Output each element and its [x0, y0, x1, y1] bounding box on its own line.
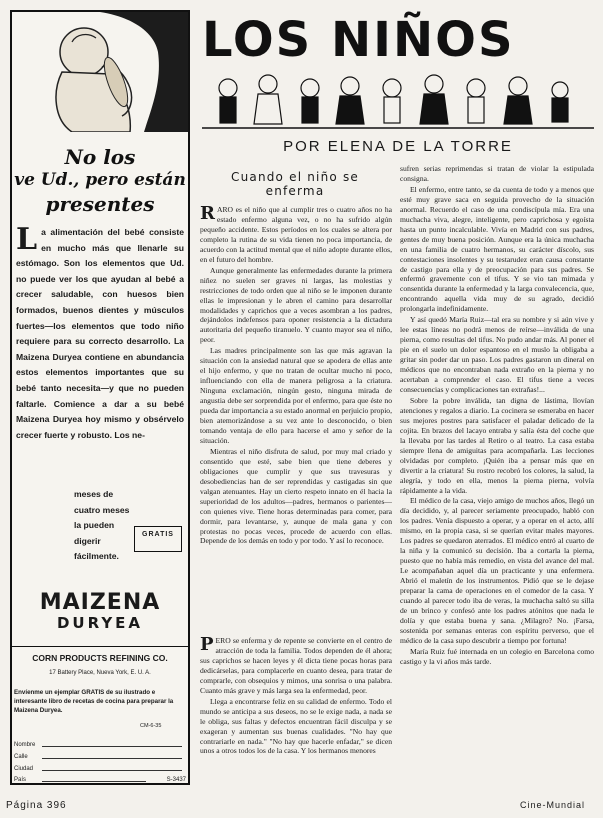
article-paragraph [200, 636, 392, 696]
company-name: CORN PRODUCTS REFINING CO. [12, 646, 188, 663]
header-title: LOS NIÑOS [202, 12, 515, 68]
page-number: Página 396 [6, 800, 67, 811]
article-paragraph: sufren serias reprimendas si tratan de violar la estipulada consigna. [400, 164, 594, 183]
article-paragraph: Sobre la pobre inválida, tan digna de lástima, llovían atenciones y regalos a diario. La cocinera se esmeraba en hacer sus mejores postres para satisfacer el paladar delicado de la cojita. En brazos del lacayo entraba y salía ésta del coche que la llevaba por las tardes al Retiro o al teatro. La casa estaba siempre llena de amiguitas para acompañarla. Las lecciones olvidadas por completo. ¡Quién iba a pensar más que en divertir a la criatura! Su rostro recobró los colores, la salud, la alegría, y todo en ella, menos la pierna pierna, volvía rápidamente a la vida. [400, 395, 594, 495]
article-paragraph [200, 697, 392, 757]
publication-name: Cine-Mundial [520, 800, 586, 810]
article-paragraph [200, 447, 392, 547]
article-column-1-bottom [200, 636, 392, 788]
paragraph-text: ERO se enferma y de repente se convierte en el centro de atracción de toda la familia. Todos dependen de él ahora; sus caprichos se hacen leyes y él dicta tiene pocas horas para dedicárselas, para complacerle en cuanto desea, para tratar de comprarle, con obsequios y mimos, una sonrisa o una palabra. Cuanto más grave y más larga sea la enfermedad, peor. [200, 636, 392, 695]
article-title: Cuando el niño se enferma [231, 170, 359, 198]
paragraph-text: Las madres principalmente son las que más agravan la situación con la ansiedad natural que se apodera de ellas ante el hijo enfermo, y que no tratan de ocultar mucho ni poco, influenciando con ella de manera peligrosa a la criatura. Ninguna exclamación, ningún gesto, ninguna mirada de angustia debe ser sorprendida por el enfermo, para que éste no pueda dar importancia a su estado anormal en perjuicio propio, bien atemorizándose a su vez ante lo desconocido, o bien tomando ventaja de ello para hacerse el amo y señor de la situación. [200, 346, 392, 445]
paragraph-text: Llega a encontrarse feliz en su calidad de enfermo. Todo el mundo se anticipa a sus deseos, no se le exige nada, a nada se le obliga, sus faltas y defectos encuentran fácil disculpa y se exageran y aumentan sus buenas cualidades. "No hay que contrariarle en nada." "No hay que hacerle enfadar," se dicen unos a otros todos los de la casa. Y los hermanos menores [200, 696, 392, 756]
article-paragraph: El enfermo, entre tanto, se da cuenta de todo y a menos que esté muy grave saca en seguida provecho de la situación anormal. Recuerdo el caso de una condiscípula mía. Era una muchacha viva, alegre, inteligente, pero caprichosa y egoísta hasta un punto incalculable. Vivía en Madrid con sus padres, gentes de muy buena posición. Aunque era la única muchacha en una familia de cuatro hermanos, su carácter díscolo, sus contestaciones insolentes y su testarudez eran causa constante de castigo para ella y de preocupación para sus padres. Se enfermó gravemente con el tifus. Y se vio tan mimada y consentida durante la enfermedad y la larga convalecencia, que, encontrando aquella vida muy de su agrado, decidió prolongarla indefinidamente. [400, 184, 594, 314]
ad-headline-line-3: presentes [45, 192, 155, 216]
paragraph-text: ARO es el niño que al cumplir tres o cuatro años no ha estado enfermo alguna vez, o no ha sufrido algún pequeño accidente. Estos períodos en los cuales se altera por completo la rutina de su vida tienen no poca importancia, de acuerdo con la actitud mental que el niño adopte durante ellos, en el futuro del hombre. [200, 205, 392, 264]
paragraph-text: Aunque generalmente las enfermedades durante la primera niñez no suelen ser graves ni largas, las molestias y restricciones de todo orden que al niño se le imponen durante ellas le impresionan y le abren el camino para desarrollar modalidades y caprichos que a veces asombran a los padres, dejándolos indefensos para oponer resistencia a la dictadura autoritaria del pequeño tiranuelo. Y cuanto mayor sea el niño, peor. [200, 265, 392, 345]
company-address: 17 Battery Place, Nueva York, E. U. A. [49, 670, 151, 676]
byline: POR ELENA DE LA TORRE [283, 138, 513, 155]
ad-headline-line-2: ve Ud., pero están [14, 170, 186, 190]
article-column-1-top [200, 205, 392, 635]
form-field-calle[interactable] [14, 754, 186, 760]
article-paragraph: Y así quedó María Ruiz—tal era su nombre y si aún vive y lee estas líneas no podrá menos de reírse—inválida de una pierna, como resultas del tifus. No pudo andar más. Al poner el pie en el suelo un dolor espantoso en el muslo la obligaba a gritar sin poder dar un paso. Los padres gastaron un dineral en médicos que no encontraban nada extraño en la pierna y no acertaban a comprender el caso. El tifus tiene a veces consecuencias y complicaciones tan extrañas!... [400, 315, 594, 394]
brand-maizena: MAIZENA [39, 590, 161, 615]
brand-duryea: DURYEA [56, 614, 144, 632]
form-field-pais[interactable] [14, 777, 186, 783]
coupon-code: CM-6-35 [140, 723, 162, 729]
article-paragraph: María Ruiz fué internada en un colegio en Barcelona como castigo y la vi años más tarde. [400, 646, 594, 666]
paragraph-dropcap: P [200, 636, 214, 655]
article-paragraph [200, 205, 392, 265]
form-label: Ciudad [14, 766, 34, 772]
ad-body-tail: meses de cuatro meses la pueden digerir fácilmente. [74, 489, 130, 562]
coupon-offer-text: Envíenme un ejemplar GRATIS de su ilustrado e interesante libro de recetas de cocina para preparar la Maizena Duryea. [14, 689, 174, 714]
form-field-ciudad[interactable] [14, 766, 186, 772]
paragraph-dropcap: R [200, 205, 215, 224]
article-column-2 [400, 164, 594, 789]
form-label: Nombre [14, 742, 36, 748]
coupon-code-2: S-3437 [166, 777, 186, 783]
gratis-box [134, 526, 182, 552]
ad-dropcap: L [16, 225, 38, 257]
ad-headline-line-1: No los [64, 145, 136, 169]
article-paragraph: El médico de la casa, viejo amigo de muchos años, llegó un día decidido, y, al parecer seriamente preocupado, habló con los padres. Venía dispuesto a operar, y a operar en el acto, allí mismo, en la propia casa, si se querían evitar males mayores. Los padres se quedaron aterrados. El médico entró al cuarto de la niña y la comunicó su decisión. Iba a cortarla la pierna, puesto que no había más remedio, en vista del avance del mal. Le acompañaban aquel día un practicante y una enfermera. Abrió el maletín de los instrumentos. Pidió que se le dejase preparar la cama de operaciones en el comedor de la casa. Y cuando al parecer todo iba de veras, la muchacha saltó su silla de un brinco y confesó ante los padres atónitos que nada le dolía y que estaba buena y sana. ¿Milagro? No. ¡Farsa, sostenida por semanas enteras con espíritu perverso, que el médico de la casa supo descubrir a tiempo por fortuna! [400, 496, 594, 645]
ad-body-copy: a alimentación del bebé consiste en mucho más que llenarle su estómago. Son los elementos que Ud. no puede ver los que ayudan al bebé a crecer saludable, con huesos bien formados, buenos dientes y músculos fuertes—los elementos que todo niño requiere para su correcto desarrollo. La Maizena Duryea contiene en abundancia estos elementos importantes que su bebé tanto necesita—y que no pueden faltarle. Comience a dar a su bebé Maizena Duryea hoy mismo y obsérvelo crecer fuerte y robusto. Los ne- [16, 227, 184, 440]
gratis-label: GRATIS [142, 531, 174, 538]
article-paragraph [200, 266, 392, 346]
paragraph-text: Mientras el niño disfruta de salud, por muy mal criado y consentido que esté, sabe bien que tiene deberes y obligaciones que cumplir y que sus travesuras y desobediencias han de ser reprendidas y castigadas sin que valgan atenuantes. Hay un cierto respeto innato en él hacia la superioridad de los adultos—padres, hermanos o parientes—con quienes vive. Tiene horas determinadas para comer, para dormir, para levantarse, y, aunque de mala gana y con protestas no pocas veces, procede de acuerdo con ellas. Depende de los demás en todo y por todo. Y así lo reconoce. [200, 446, 392, 546]
article-paragraph [200, 346, 392, 446]
form-label: Calle [14, 754, 28, 760]
form-field-nombre[interactable] [14, 742, 186, 748]
baby-illustration [12, 12, 188, 132]
form-label: País [14, 777, 27, 783]
